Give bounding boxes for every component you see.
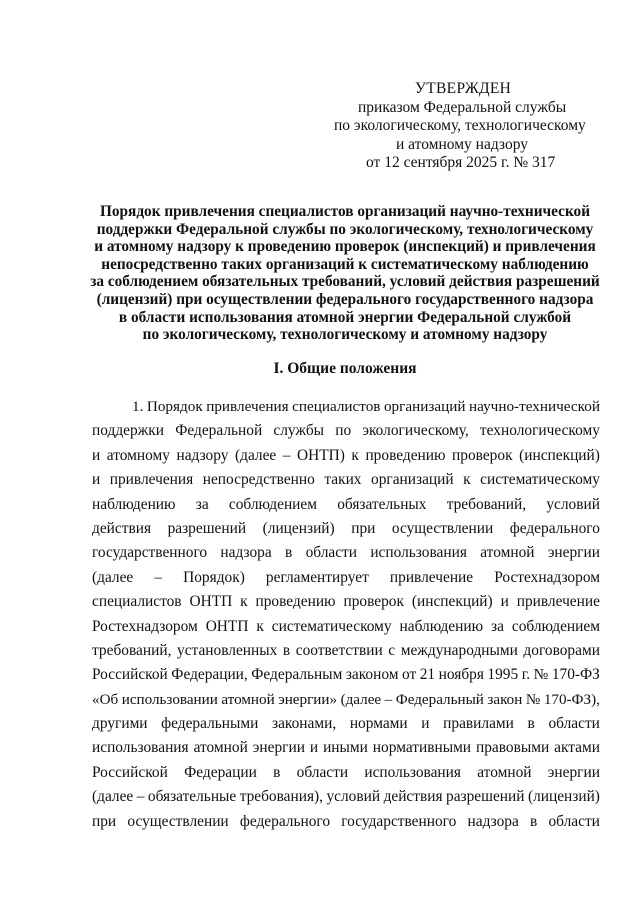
body-word: законами, xyxy=(271,715,337,733)
body-word: к xyxy=(240,593,248,611)
body-word: атомному xyxy=(106,446,170,464)
body-word: Федерации, xyxy=(171,666,248,684)
body-word: организаций xyxy=(383,398,466,415)
body-word: Порядок xyxy=(146,398,203,415)
body-word: правовыми xyxy=(475,739,550,757)
body-word: (далее xyxy=(340,691,382,708)
body-word: федерального xyxy=(239,812,331,830)
body-word: в xyxy=(530,812,538,830)
body-word: соблюдением xyxy=(228,495,317,513)
body-word: надзора xyxy=(220,544,272,562)
body-word: № xyxy=(525,691,541,708)
body-word: поддержки xyxy=(92,422,165,440)
body-word: Порядок) xyxy=(183,568,245,586)
body-word: наблюдению xyxy=(92,495,176,513)
body-word: разрешений xyxy=(167,519,247,537)
body-word: к xyxy=(463,471,471,489)
body-text-line xyxy=(92,541,600,565)
body-word: 1995 xyxy=(487,666,519,684)
body-word: области xyxy=(548,715,600,733)
body-word: и xyxy=(421,715,430,733)
body-word: использования xyxy=(370,544,467,562)
body-word: проведению xyxy=(365,446,446,464)
body-word: использования xyxy=(92,739,189,757)
body-word: обязательные xyxy=(147,788,237,806)
body-word: Ростехнадзором xyxy=(92,617,198,635)
body-word: и xyxy=(309,739,319,757)
body-word: в xyxy=(282,641,291,659)
body-text-line xyxy=(92,785,600,809)
body-word: Российской xyxy=(92,763,168,781)
body-word: атомной xyxy=(480,544,535,562)
body-word: привлечение xyxy=(516,593,600,611)
body-word: № xyxy=(533,666,549,684)
body-word: нормативными xyxy=(372,739,472,757)
approval-line: от 12 сентября 2025 г. № 317 xyxy=(366,154,556,171)
body-word: научно-технической xyxy=(468,398,600,415)
body-text-line xyxy=(92,517,600,541)
body-word: области xyxy=(305,544,358,562)
body-word: к xyxy=(351,446,359,464)
body-word: привлечения xyxy=(109,471,194,489)
document-title-line: по экологическому, технологическому и атомному надзору xyxy=(142,326,548,344)
document-title-line: непосредственно таких организаций к систематическому наблюдению xyxy=(101,255,589,273)
body-word: использования xyxy=(364,763,461,781)
body-word: технологическому xyxy=(479,422,600,440)
body-word: за xyxy=(491,617,504,635)
body-word: – xyxy=(384,691,393,708)
body-word: в xyxy=(284,544,293,562)
body-word: ноября xyxy=(438,666,484,684)
body-word: Ростехнадзором xyxy=(494,568,600,586)
body-word: атомной xyxy=(221,691,275,708)
body-word: области xyxy=(548,812,600,830)
body-word: и xyxy=(92,446,101,464)
body-word: проведению xyxy=(255,593,336,611)
body-word: проверок xyxy=(343,593,404,611)
body-word: Федеральной xyxy=(175,422,263,440)
body-text-line xyxy=(92,419,600,443)
body-word: атомной xyxy=(477,763,532,781)
body-word: (лицензий) xyxy=(262,519,335,537)
body-word: в xyxy=(527,715,535,733)
body-word: «Об xyxy=(92,691,119,708)
body-word: – xyxy=(154,568,163,586)
body-word: специалистов xyxy=(92,593,182,611)
body-text-line xyxy=(92,736,600,760)
body-text-line xyxy=(92,663,600,687)
document-title-line: в области использования атомной энергии Федеральной службой xyxy=(118,308,572,326)
body-word: ОНТП xyxy=(189,593,233,611)
body-word: федеральными xyxy=(161,715,259,733)
document-title-line: Порядок привлечения специалистов организаций научно-технической xyxy=(99,203,591,220)
body-word: при xyxy=(351,519,376,537)
body-word: другими xyxy=(92,715,148,733)
body-word: закон xyxy=(487,691,523,708)
body-word: нормами xyxy=(349,715,408,733)
body-text-line xyxy=(92,810,600,834)
body-word: атомной xyxy=(193,739,248,757)
body-text-line xyxy=(92,712,600,736)
body-word: регламентирует xyxy=(265,568,369,586)
body-word: (лицензий) xyxy=(527,788,600,806)
body-word: наблюдению xyxy=(399,617,484,635)
body-text-line xyxy=(92,639,600,663)
body-word: и xyxy=(92,471,101,489)
body-word: использовании xyxy=(121,691,218,708)
document-title-line: и атомному надзору к проведению проверок (инспекций) и привлечения xyxy=(94,238,596,256)
body-word: (инспекций) xyxy=(519,446,600,464)
body-text-line xyxy=(92,688,600,712)
body-word: энергии» xyxy=(278,691,338,708)
body-word: надзору xyxy=(176,446,229,464)
body-word: ОНТП xyxy=(205,617,249,635)
body-text-line xyxy=(92,395,600,419)
body-word: ОНТП) xyxy=(297,446,345,464)
document-title xyxy=(80,203,610,344)
body-word: условий xyxy=(326,788,381,806)
body-word: осуществлении xyxy=(127,812,229,830)
body-word: систематическому xyxy=(480,471,600,489)
body-text-line xyxy=(92,493,600,517)
body-word: и xyxy=(500,593,509,611)
body-text-line xyxy=(92,615,600,639)
approval-line: приказом Федеральной службы xyxy=(358,98,567,116)
body-word: правилами xyxy=(443,715,514,733)
body-word: – xyxy=(282,446,291,464)
body-text-line xyxy=(92,468,600,492)
body-text-line xyxy=(92,761,600,785)
body-word: г. xyxy=(521,666,531,684)
body-word: специалистов xyxy=(292,398,381,415)
document-title-line: за соблюдением обязательных требований, условий действия разрешений xyxy=(90,273,600,291)
body-word: действия xyxy=(92,519,152,537)
body-word: 170-ФЗ xyxy=(551,666,600,684)
body-word: (далее xyxy=(92,568,134,586)
body-word: энергии xyxy=(547,544,600,562)
body-word: надзора xyxy=(467,812,519,830)
document-title-line: (лицензий) при осуществлении федерального государственного надзора xyxy=(96,290,594,308)
body-word: соблюдением xyxy=(511,617,600,635)
body-word: при xyxy=(92,812,117,830)
body-word: (инспекций) xyxy=(411,593,493,611)
approval-line: и атомному надзору xyxy=(396,135,528,153)
body-word: международными xyxy=(400,641,518,659)
body-word: осуществлении xyxy=(391,519,494,537)
body-word: требований, xyxy=(446,495,527,513)
body-word: систематическому xyxy=(271,617,392,635)
body-word: (далее xyxy=(92,788,134,806)
section-heading: I. Общие положения xyxy=(273,360,417,377)
body-word: проверок xyxy=(452,446,513,464)
body-word: 1. xyxy=(132,398,144,415)
body-word: договорами xyxy=(523,641,600,659)
approval-stamp xyxy=(320,80,610,173)
body-word: за xyxy=(195,495,209,513)
body-word: государственного xyxy=(341,812,457,830)
body-word: от xyxy=(402,666,417,684)
body-word: таких xyxy=(324,471,362,489)
body-word: установленных xyxy=(177,641,278,659)
body-word: законом xyxy=(345,666,399,684)
body-word: экологическому, xyxy=(362,422,469,440)
body-word: привлечения xyxy=(206,398,289,415)
body-word: в xyxy=(273,763,281,781)
body-word: области xyxy=(296,763,349,781)
body-word: Федерации xyxy=(184,763,257,781)
body-word: энергии xyxy=(252,739,305,757)
body-word: действия xyxy=(383,788,443,806)
body-word: разрешений xyxy=(446,788,525,806)
body-word: по xyxy=(335,422,352,440)
body-word: – xyxy=(136,788,145,806)
body-word: условий xyxy=(546,495,600,513)
body-paragraph xyxy=(92,395,600,834)
document-title-line: поддержки Федеральной службы по экологическому, технологическому xyxy=(96,220,594,238)
body-word: энергии xyxy=(547,763,600,781)
body-word: 21 xyxy=(419,666,436,684)
body-word: (далее xyxy=(234,446,277,464)
body-word: Федеральный xyxy=(395,691,484,708)
body-word: соответствии xyxy=(295,641,383,659)
body-word: службы xyxy=(273,422,325,440)
body-word: иными xyxy=(323,739,368,757)
body-word: требований, xyxy=(92,641,172,659)
body-word: организаций xyxy=(371,471,454,489)
approval-line: по экологическому, технологическому xyxy=(334,117,586,134)
body-word: привлечение xyxy=(389,568,474,586)
approval-title: УТВЕРЖДЕН xyxy=(415,80,512,97)
body-word: к xyxy=(256,617,264,635)
body-word: актами xyxy=(554,739,600,757)
body-word: непосредственно xyxy=(202,471,315,489)
body-word: федерального xyxy=(509,519,600,537)
body-text-line xyxy=(92,444,600,468)
body-word: обязательных xyxy=(337,495,427,513)
body-word: государственного xyxy=(92,544,208,562)
body-word: с xyxy=(388,641,396,659)
body-word: Российской xyxy=(92,666,168,684)
body-text-line xyxy=(92,566,600,590)
body-word: Федеральным xyxy=(251,666,343,684)
body-word: требования), xyxy=(239,788,323,806)
body-text-line xyxy=(92,590,600,614)
body-word: 170-ФЗ), xyxy=(543,691,600,708)
